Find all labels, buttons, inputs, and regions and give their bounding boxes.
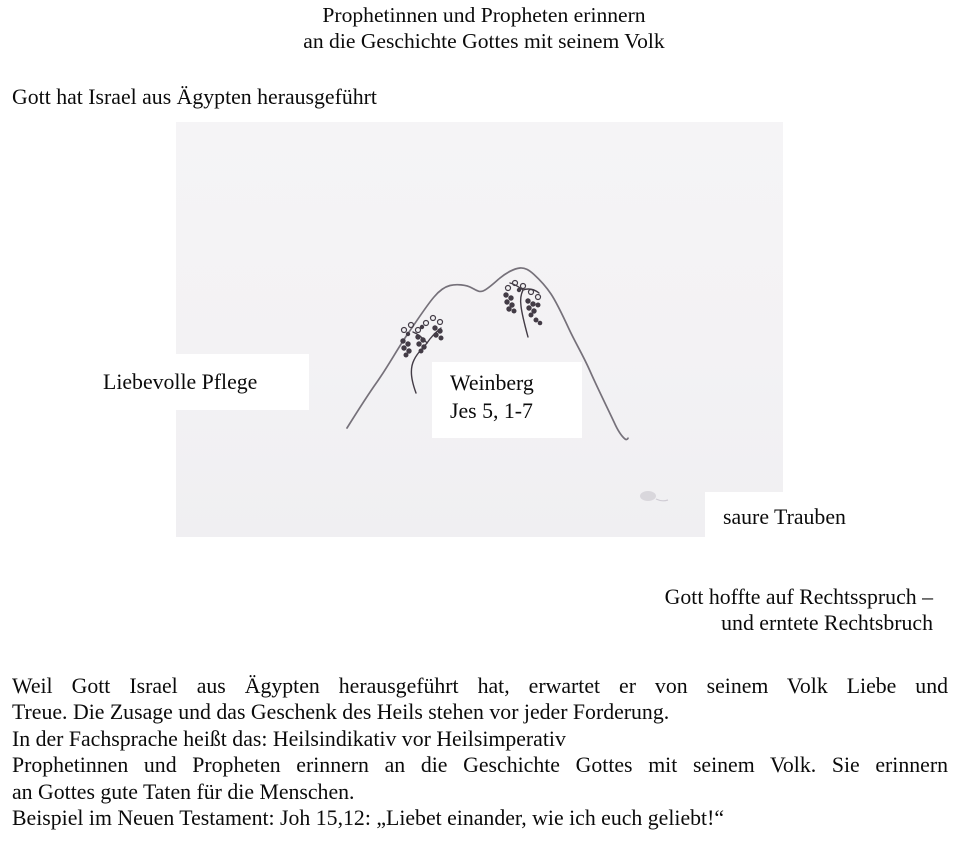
body-line-3: In der Fachsprache heißt das: Heilsindikativ vor Heilsimperativ <box>12 726 566 751</box>
aside-line1: Gott hoffte auf Rechtsspruch – <box>664 585 933 609</box>
label-weinberg-line2: Jes 5, 1-7 <box>450 399 533 423</box>
label-weinberg <box>432 362 582 438</box>
body-paragraph <box>12 673 948 831</box>
label-liebevolle-pflege: Liebevolle Pflege <box>95 354 309 410</box>
body-line-4: Prophetinnen und Propheten erinnern an die Geschichte Gottes mit seinem Volk. Sie erinnern <box>12 753 948 778</box>
scan-smudge <box>640 491 668 501</box>
intro-line: Gott hat Israel aus Ägypten herausgeführt <box>12 85 377 109</box>
body-line-2: Treue. Die Zusage und das Geschenk des Heils stehen vor jeder Forderung. <box>12 700 670 725</box>
label-saure-trauben: saure Trauben <box>705 492 881 545</box>
grape-vine-right <box>503 281 542 338</box>
aside-line2: und erntete Rechtsbruch <box>721 610 933 635</box>
label-weinberg-line1: Weinberg <box>450 371 534 395</box>
body-line-1: Weil Gott Israel aus Ägypten herausgeführt hat, erwartet er von seinem Volk Liebe und <box>12 674 948 698</box>
body-line-5: an Gottes gute Taten für die Menschen. <box>12 779 355 804</box>
page-title-line2: an die Geschichte Gottes mit seinem Volk <box>303 28 665 53</box>
aside-statement <box>665 585 933 636</box>
vineyard-hill-drawing <box>176 122 783 537</box>
vineyard-scan-image <box>176 122 783 537</box>
body-line-6: Beispiel im Neuen Testament: Joh 15,12: „Liebet einander, wie ich euch geliebt!“ <box>12 806 725 831</box>
page-title-line1: Prophetinnen und Propheten erinnern <box>322 3 646 27</box>
page-title <box>0 3 968 54</box>
